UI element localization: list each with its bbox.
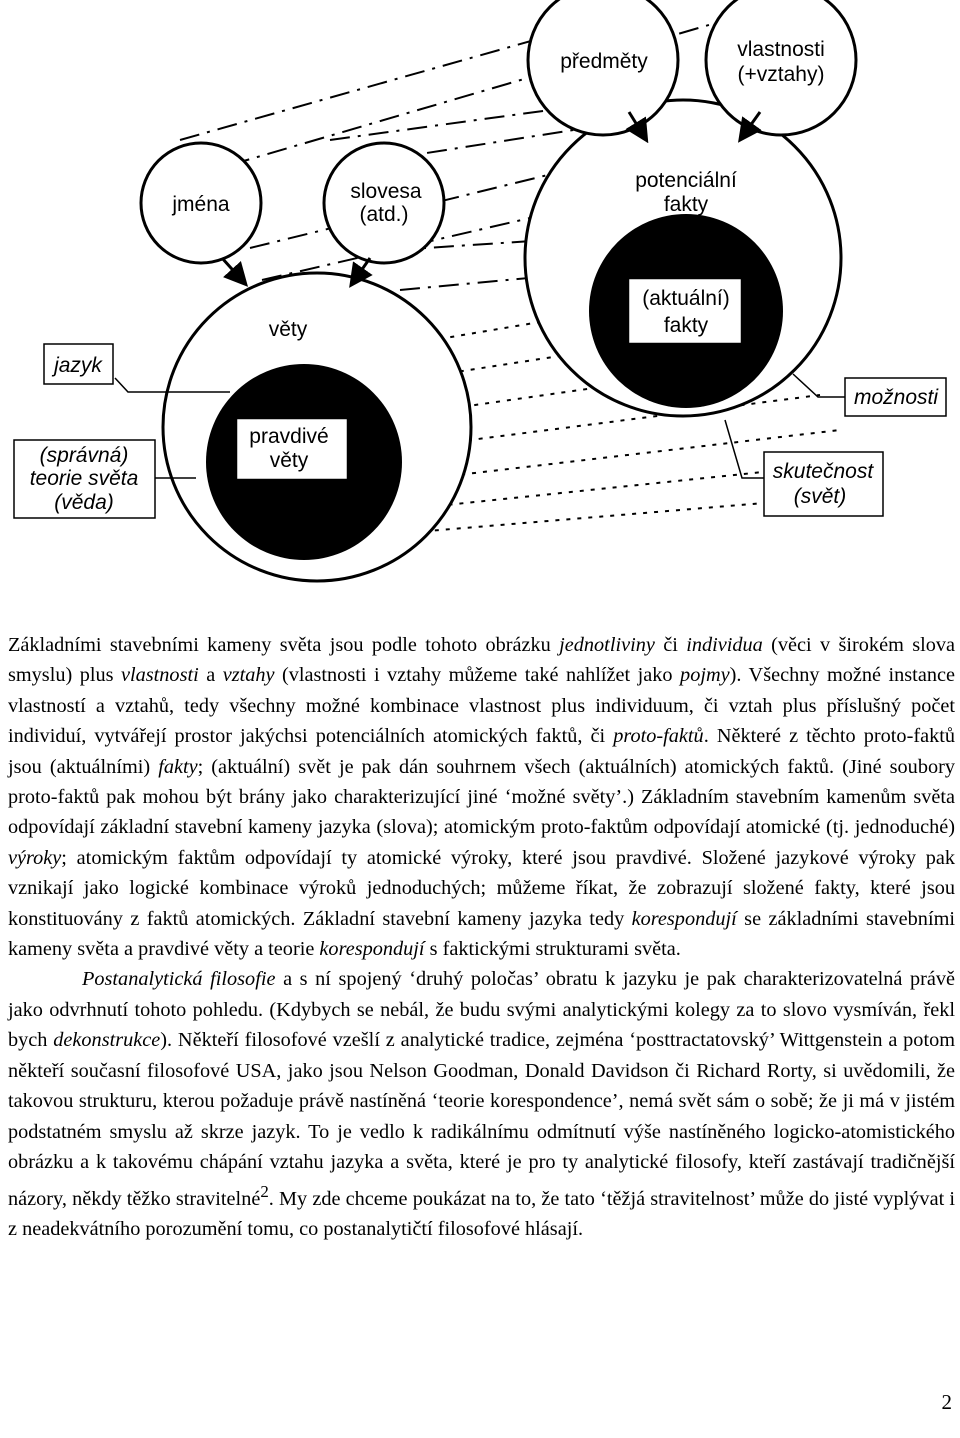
label-vztahy: (+vztahy) bbox=[737, 63, 825, 86]
p1-em: fakty bbox=[158, 755, 198, 778]
label-moznosti: možnosti bbox=[853, 386, 939, 409]
p1-text: a bbox=[198, 664, 223, 687]
label-slovesa: slovesa bbox=[350, 180, 422, 203]
label-atd: (atd.) bbox=[359, 203, 409, 226]
p1-text: ; atomickým faktům odpovídají ty atomické výroky, které jsou pravdivé. Složené jazykové výroky pak vznikají jako logické kombinace výroků jednoduchých; můžeme říkat, že zobrazují složené fakty, které jsou konstituovány z faktů atomických. Základní stavební kameny jazyka tedy bbox=[8, 846, 955, 930]
label-jmena: jména bbox=[172, 193, 230, 216]
label-jazyk: jazyk bbox=[54, 354, 102, 377]
label-veda: (věda) bbox=[54, 491, 114, 514]
p1-text: či bbox=[654, 634, 687, 656]
paragraph-2 bbox=[8, 964, 955, 1244]
p1-text: (vlastnosti i vztahy můžeme také nahlížet jako bbox=[274, 664, 681, 687]
p1-em: proto-faktů bbox=[613, 725, 704, 748]
p2-em: dekonstrukce bbox=[53, 1029, 161, 1052]
label-pravdive-vety: věty bbox=[269, 449, 309, 472]
label-aktualni: (aktuální) bbox=[642, 287, 730, 310]
label-predmety: předměty bbox=[560, 50, 648, 73]
p1-em: vlastnosti bbox=[120, 664, 199, 687]
p1-text: ; (aktuální) svět je pak dán souhrnem všech (aktuálních) atomických faktů. (Jiné soubory proto-faktů pak mohou být brány jako charakterizující jiné ‘možné světy’.) Základním stavebním kamenům světa odpovídají základní stavební kameny jazyka (slova); atomickým proto-faktům odpovídají atomické (tj. jednoduché) bbox=[8, 755, 955, 839]
p1-em: vztahy bbox=[222, 664, 275, 687]
label-vety: věty bbox=[268, 318, 308, 341]
p1-em: individua bbox=[686, 634, 763, 656]
p2-em: Postanalytická filosofie bbox=[82, 968, 276, 991]
p1-text: ). Všechny možné instance vlastností a vztahů, tedy všechny možné kombinace vlastnost plus individuum, či vztah plus příslušný počet individuí, vytvářejí prostor jakýchsi potenciálních atomických faktů, či bbox=[8, 664, 955, 748]
paragraph-1 bbox=[8, 630, 955, 964]
body-text bbox=[8, 630, 955, 1245]
label-fakty-aktualni: fakty bbox=[663, 314, 709, 337]
label-spravna: (správná) bbox=[39, 444, 129, 467]
p1-text: . Některé z těchto proto-faktů jsou (aktuálními) bbox=[8, 725, 955, 778]
language-world-diagram bbox=[0, 0, 960, 600]
p1-em: korespondují bbox=[319, 938, 425, 961]
p1-em: jednotliviny bbox=[559, 634, 655, 656]
arrow-names-to-sentences bbox=[222, 258, 240, 278]
p1-text: (věci v širokém slova smyslu) plus bbox=[8, 634, 956, 687]
label-pravdive: pravdivé bbox=[249, 425, 329, 448]
label-vlastnosti: vlastnosti bbox=[737, 38, 825, 61]
p1-em: výroky bbox=[8, 846, 62, 869]
p1-text: s faktickými strukturami světa. bbox=[424, 938, 681, 961]
leader-line bbox=[725, 420, 764, 478]
p2-text: a s ní spojený ‘druhý poločas’ obratu k jazyku je pak charakterizovatelná právě jako odvrhnutí tohoto pohledu. (Kdybych se nebál, že budu svými analytickými kolegy za to slovo vysmíván, řekl bych bbox=[8, 968, 956, 1052]
page-number: 2 bbox=[941, 1390, 952, 1414]
p1-em: pojmy bbox=[680, 664, 730, 687]
label-teorie-sveta: teorie světa bbox=[29, 467, 139, 490]
p1-text: se základními stavebními kameny světa a pravdivé věty a teorie bbox=[8, 907, 955, 961]
label-potencialni: potenciální bbox=[635, 169, 737, 192]
p1-text: Základními stavebními kameny světa jsou podle tohoto obrázku bbox=[8, 634, 560, 656]
label-fakty-potencialni: fakty bbox=[663, 193, 709, 216]
p2-text: . My zde chceme poukázat na to, že tato ‘těžjá stravitelnost’ může do jisté vyplývat i z neadekvátního porozumění tomu, co postanalytičtí filosofové hlásají. bbox=[8, 1188, 955, 1241]
p1-em: korespondují bbox=[631, 907, 737, 930]
leader-line bbox=[793, 374, 845, 397]
label-skutecnost: skutečnost bbox=[772, 460, 874, 483]
footnote-ref[interactable]: 2 bbox=[260, 1182, 269, 1202]
p2-text: ). Někteří filosofové vzešlí z analytické tradice, zejména ‘posttractatovský’ Wittgenstein a potom někteří současní filosofové USA, jako jsou Nelson Goodman, Donald Davidson či Richard Rorty, si uvědomili, že takovou strukturu, kterou požaduje právě nastíněná ‘teorie korespondence’, nemá svět sám o sobě; že ji má v jistém podstatném smyslu až skrze jazyk. To je vedlo k radikálnímu odmítnutí výše nastíněného logicko-atomistického obrázku a k takovému chápání vztahu jazyka a světa, které je pro ty analytické filosofy, kteří zastávají tradičnější názory, někdy těžko stravitelné bbox=[8, 1029, 955, 1211]
arrow-verbs-to-sentences bbox=[356, 258, 370, 278]
label-svet: (svět) bbox=[793, 485, 847, 508]
